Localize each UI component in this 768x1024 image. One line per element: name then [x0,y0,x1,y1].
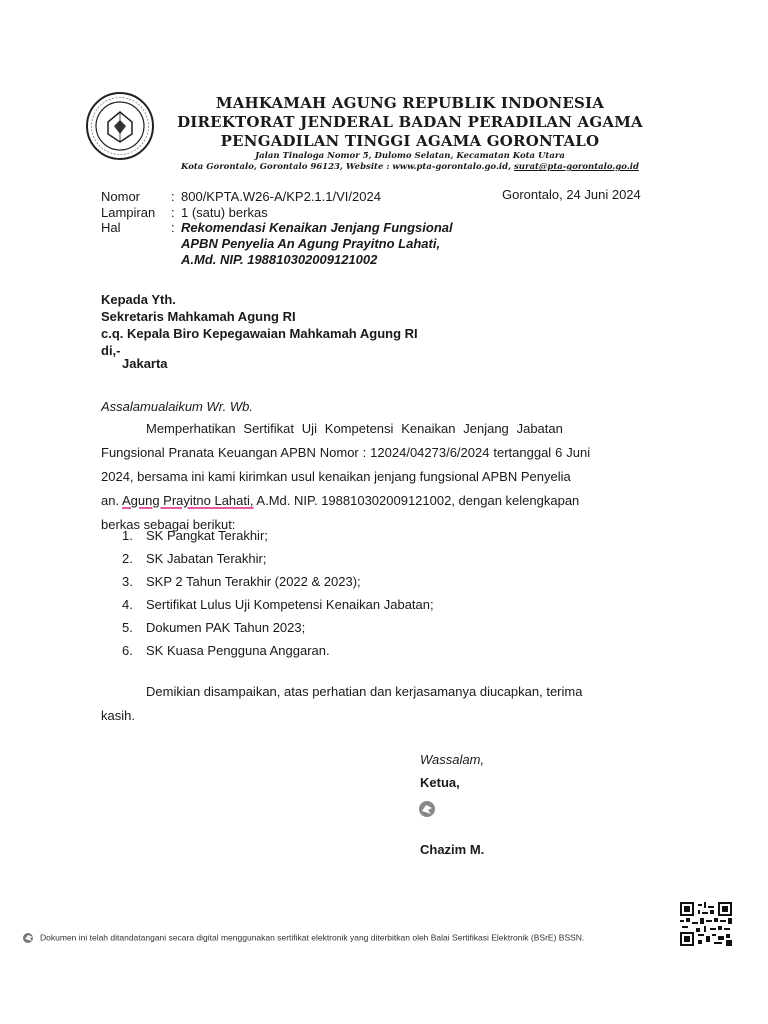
body-line-1: Memperhatikan Sertifikat Uji Kompetensi Kenaikan Jenjang Jabatan [146,421,563,436]
mahkamah-agung-seal-icon [84,90,156,162]
list-item-text: SK Kuasa Pengguna Anggaran. [146,643,330,658]
hal-label: Hal [101,220,121,235]
list-item-text: Dokumen PAK Tahun 2023; [146,620,306,635]
closing-line-2: kasih. [101,708,135,723]
letterhead-line-1: MAHKAMAH AGUNG REPUBLIK INDONESIA [215,94,605,112]
list-item [122,528,434,551]
recipient-line-3: c.q. Kepala Biro Kepegawaian Mahkamah Agung RI [101,326,418,341]
letterhead-website: Kota Gorontalo, Gorontalo 96123, Website : www.pta-gorontalo.go.id, [181,162,514,172]
list-item-number: 3. [122,574,133,589]
attachment-list [122,528,434,666]
letterhead-line-3: PENGADILAN TINGGI AGAMA GORONTALO [220,132,600,150]
bsre-signature-icon [418,800,436,818]
list-item-text: SK Jabatan Terakhir; [146,551,267,566]
salutation: Assalamualaikum Wr. Wb. [101,399,253,414]
letterhead-address-1: Jalan Tinaloga Nomor 5, Dulomo Selatan, Kecamatan Kota Utara [255,151,565,161]
body-line-4-suffix: A.Md. NIP. 198810302009121002, dengan kelengkapan [253,493,580,508]
nomor-colon: : [171,189,175,204]
qr-code-icon[interactable] [680,902,732,946]
hal-colon: : [171,220,175,235]
signatory-name: Chazim M. [420,842,485,857]
signatory-title: Ketua, [420,775,460,790]
body-line-5: berkas sebagai berikut: [101,517,236,532]
list-item [122,574,434,597]
body-line-3: 2024, bersama ini kami kirimkan usul kenaikan jenjang fungsional APBN Penyelia [101,469,571,484]
lampiran-value: 1 (satu) berkas [181,205,268,220]
wassalam: Wassalam, [420,752,485,767]
letterhead-line-2: DIREKTORAT JENDERAL BADAN PERADILAN AGAMA [177,113,643,131]
place-date: Gorontalo, 24 Juni 2024 [502,187,641,202]
body-line-4-prefix: an. [101,493,122,508]
hal-line-1: Rekomendasi Kenaikan Jenjang Fungsional [181,220,453,235]
body-line-2: Fungsional Pranata Keuangan APBN Nomor : 12024/04273/6/2024 tertanggal 6 Juni [101,445,591,460]
lampiran-label: Lampiran [101,205,156,220]
recipient-line-4: di,- [101,343,121,358]
bsre-logo-icon [22,932,38,944]
hal-line-2: APBN Penyelia An Agung Prayitno Lahati, [181,236,441,251]
recipient-line-2: Sekretaris Mahkamah Agung RI [101,309,296,324]
nomor-label: Nomor [101,189,141,204]
letterhead [160,94,660,173]
list-item [122,620,434,643]
list-item [122,643,434,666]
list-item-number: 4. [122,597,133,612]
recipient-line-1: Kepada Yth. [101,292,176,307]
list-item [122,597,434,620]
closing-line-1: Demikian disampaikan, atas perhatian dan kerjasamanya diucapkan, terima [146,684,583,699]
list-item-text: SKP 2 Tahun Terakhir (2022 & 2023); [146,574,361,589]
list-item-text: Sertifikat Lulus Uji Kompetensi Kenaikan Jabatan; [146,597,434,612]
highlighted-name: Agung Prayitno Lahati, [121,493,254,508]
list-item-text: SK Pangkat Terakhir; [146,528,268,543]
footer-text: Dokumen ini telah ditandatangani secara digital menggunakan sertifikat elektronik yang diterbitkan oleh Balai Sertifikasi Elektronik (BSrE) BSSN. [40,932,585,943]
closing-paragraph [101,680,661,728]
list-item-number: 2. [122,551,133,566]
body-paragraph [101,417,661,537]
hal-line-3: A.Md. NIP. 198810302009121002 [181,252,378,267]
list-item-number: 1. [122,528,133,543]
digital-signature-footer [22,932,584,944]
nomor-value: 800/KPTA.W26-A/KP2.1.1/VI/2024 [181,189,381,204]
body-line-4 [101,489,661,513]
recipient-line-5: Jakarta [122,356,168,371]
lampiran-colon: : [171,205,175,220]
list-item-number: 6. [122,643,133,658]
letterhead-email-link[interactable]: surat@pta-gorontalo.go.id [514,162,639,172]
list-item [122,551,434,574]
letterhead-address-2 [160,162,660,173]
list-item-number: 5. [122,620,133,635]
